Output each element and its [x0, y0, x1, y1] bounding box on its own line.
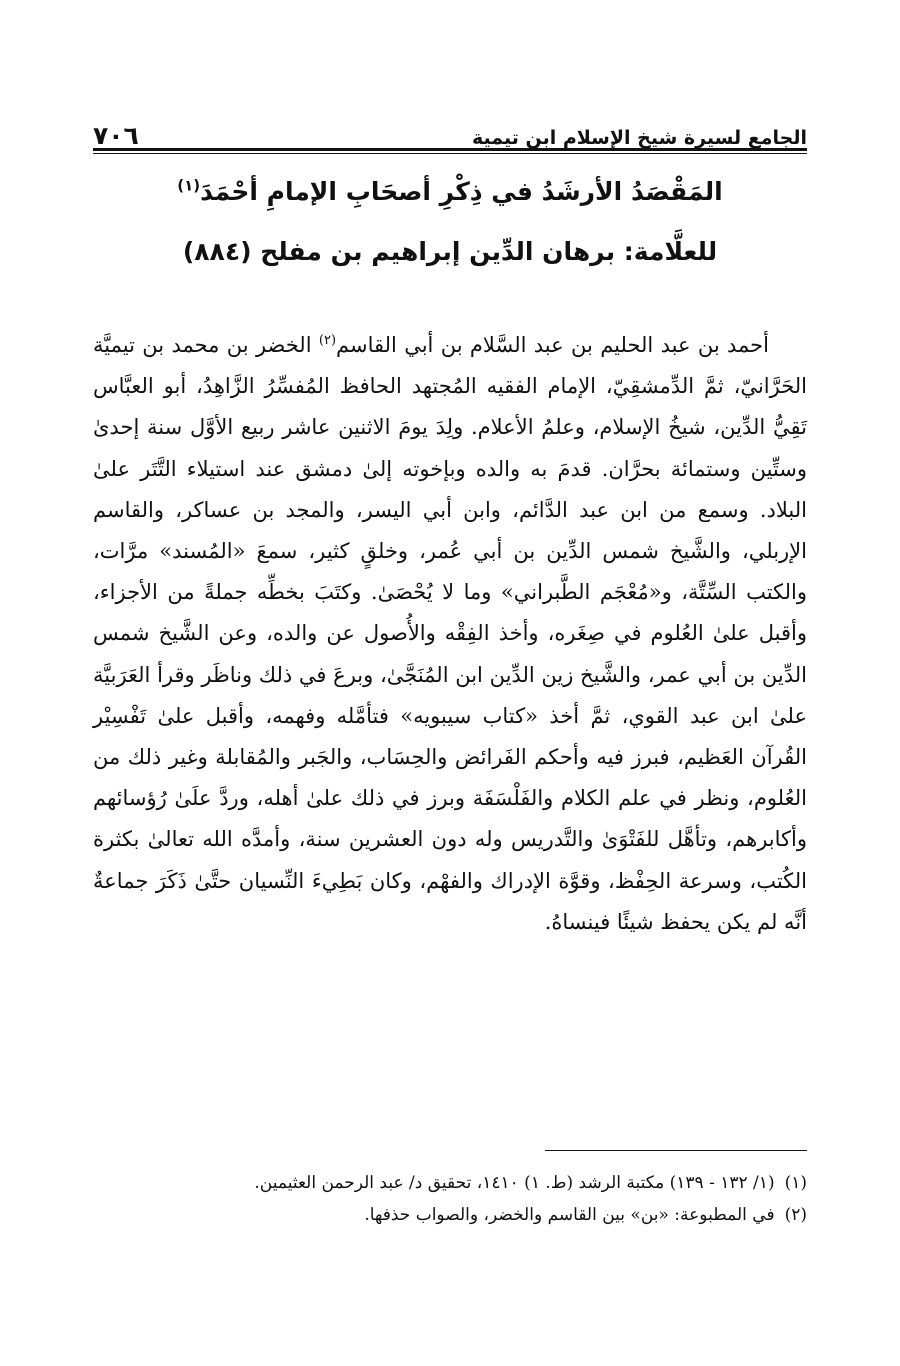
section-heading	[93, 172, 807, 212]
footnote-separator	[545, 1150, 807, 1151]
footnote-2	[93, 1199, 807, 1231]
footnote-text: (١/ ١٣٢ - ١٣٩) مكتبة الرشد (ط. ١) ١٤١٠، تحقيق د/ عبد الرحمن العثيمين.	[254, 1173, 775, 1193]
running-title: الجامع لسيرة شيخ الإسلام ابن تيمية	[471, 127, 807, 149]
body-paragraph	[93, 325, 807, 943]
footnote-marker: (١)	[784, 1173, 807, 1193]
footnote-1	[93, 1167, 807, 1199]
header-rule-thin	[93, 153, 807, 154]
body-text-rest: الخضر بن محمد بن تيميَّة الحَرَّانيّ، ثمَّ الدِّمشقِيّ، الإمام الفقيه المُجتهد الحافظ المُفسِّرُ الزَّاهِدُ، أبو العبَّاس تَقِيُّ الدِّين، شيخُ الإسلام، وعلمُ الأعلام. ولِدَ يومَ الاثنين عاشر ربيع الأوَّل سنة إحدىٰ وستِّين وستمائة بحرَّان. قدمَ به والده وبإخوته إلىٰ دمشق عند استيلاء التَّتَر علىٰ البلاد. وسمع من ابن عبد الدَّائم، وابن أبي اليسر، والمجد بن عساكر، والقاسم الإربلي، والشَّيخ شمس الدِّين بن أبي عُمر، وخلقٍ كثير، سمعَ «المُسند» مرَّات، والكتب السِّتَّة، و«مُعْجَم الطَّبراني» وما لا يُحْصَىٰ. وكتَبَ بخطِّه جملةً من الأجزاء، وأقبل علىٰ العُلوم في صِغَره، وأخذ الفِقْه والأُصول عن والده، وعن الشَّيخ شمس الدِّين بن أبي عمر، والشَّيخ زين الدِّين ابن المُنَجَّىٰ، وبرعَ في ذلك وناظَر وقرأ العَرَبيَّة علىٰ ابن عبد القوي، ثمَّ أخذ «كتاب سيبويه» فتأمَّله وفهمه، وأقبل علىٰ تَفْسِيْر القُرآن العَظيم، فبرز فيه وأحكم الفَرائض والحِسَاب، والجَبر والمُقابلة وغير ذلك من العُلوم، ونظر في علم الكلام والفَلْسَفَة وبرز في ذلك علىٰ أهله، وردَّ علَىٰ رُؤسائهم وأكابرهم، وتأهَّل للفَتْوَىٰ والتَّدريس وله دون العشرين سنة، وأمدَّه الله تعالىٰ بكثرة الكُتب، وسرعة الحِفْظ، وقوَّة الإدراك والفهْم، وكان بَطِيءَ النِّسيان حتَّىٰ ذَكَرَ جماعةٌ أنَّه لم يكن يحفظ شيئًا فينساهُ.	[93, 333, 807, 934]
body-footnote-ref[interactable]: (٢)	[318, 333, 337, 348]
header-rule-thick	[93, 148, 807, 151]
section-title: المَقْصَدُ الأرشَدُ في ذِكْرِ أصحَابِ الإمامِ أحْمَدَ	[200, 177, 723, 206]
title-footnote-ref[interactable]: (١)	[177, 176, 201, 195]
footnotes	[93, 1167, 807, 1231]
footnote-marker: (٢)	[784, 1205, 807, 1225]
footnote-text: في المطبوعة: «بن» بين القاسم والخضر، والصواب حذفها.	[364, 1205, 775, 1225]
running-header	[93, 110, 807, 150]
body-text-start: أحمد بن عبد الحليم بن عبد السَّلام بن أبي القاسم	[336, 333, 769, 357]
page-number: ٧٠٦	[93, 121, 139, 150]
section-subtitle: للعلَّامة: برهان الدِّين إبراهيم بن مفلح (٨٨٤)	[182, 237, 718, 266]
